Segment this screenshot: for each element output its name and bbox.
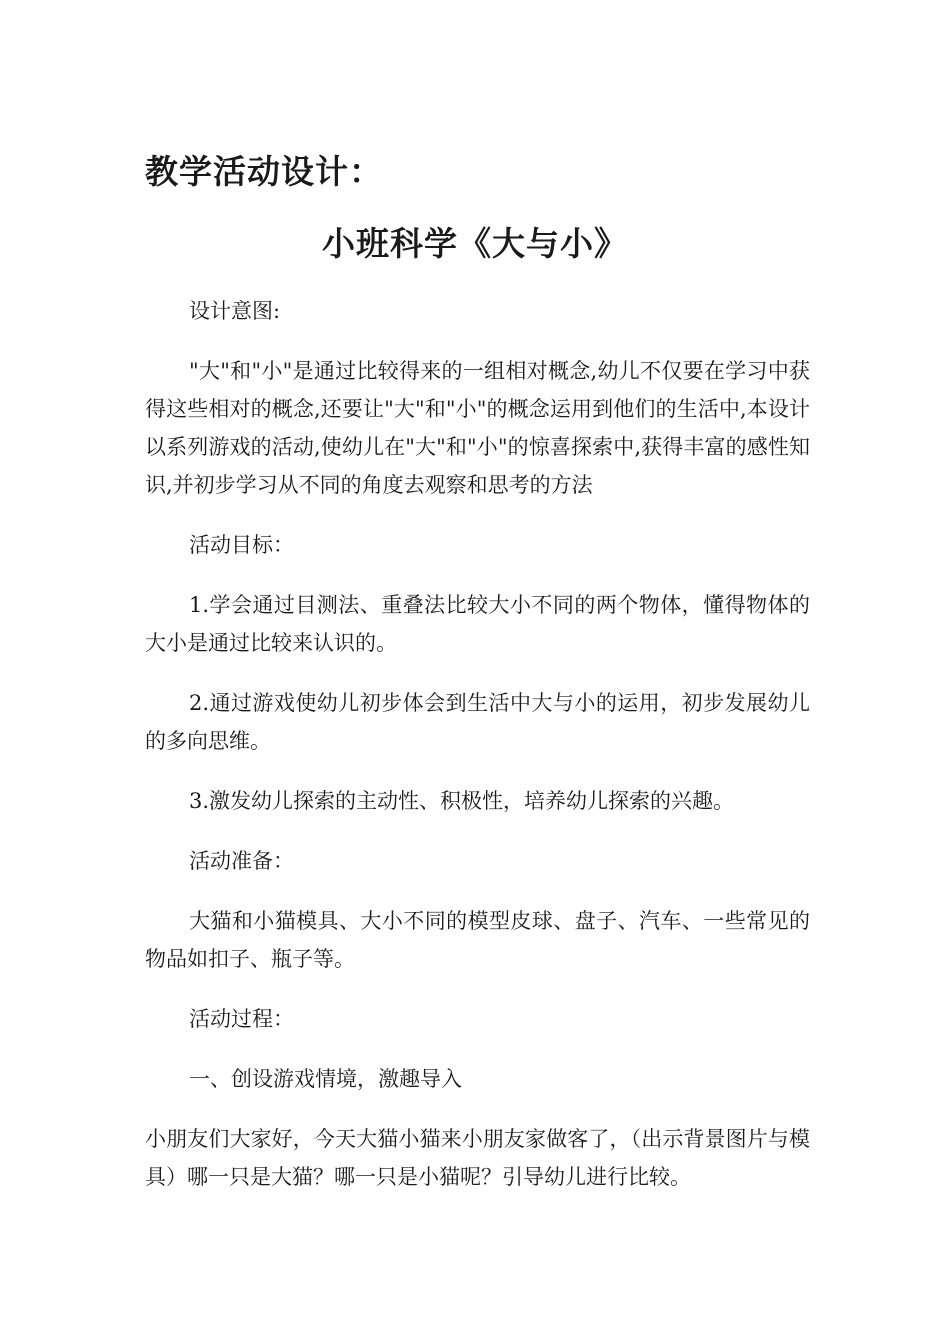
process-heading: 活动过程：	[189, 1007, 294, 1031]
step-1-heading: 一、创设游戏情境，激趣导入	[189, 1067, 462, 1091]
document-title: 教学活动设计：	[145, 152, 383, 191]
design-intent-paragraph: "大"和"小"是通过比较得来的一组相对概念,幼儿不仅要在学习中获得这些相对的概念,还要让"大"和"小"的概念运用到他们的生活中,本设计以系列游戏的活动,使幼儿在"大"和"小"的惊喜探索中,获得丰富的感性知识,并初步学习从不同的角度去观察和思考的方法	[145, 359, 810, 497]
goal-item-2: 2.通过游戏使幼儿初步体会到生活中大与小的运用，初步发展幼儿的多向思维。	[145, 691, 810, 753]
goal-item-1: 1.学会通过目测法、重叠法比较大小不同的两个物体，懂得物体的大小是通过比较来认识的。	[145, 593, 810, 655]
design-intent-heading: 设计意图:	[189, 299, 281, 323]
goals-heading: 活动目标：	[189, 533, 294, 557]
preparation-paragraph: 大猫和小猫模具、大小不同的模型皮球、盘子、汽车、一些常见的物品如扣子、瓶子等。	[145, 909, 810, 971]
document-body	[145, 292, 810, 1218]
document-subtitle: 小班科学《大与小》	[322, 224, 628, 263]
goal-item-3: 3.激发幼儿探索的主动性、积极性，培养幼儿探索的兴趣。	[189, 789, 735, 813]
step-1-paragraph: 小朋友们大家好，今天大猫小猫来小朋友家做客了，（出示背景图片与模具）哪一只是大猫？哪一只是小猫呢？引导幼儿进行比较。	[145, 1127, 810, 1189]
preparation-heading: 活动准备：	[189, 849, 294, 873]
